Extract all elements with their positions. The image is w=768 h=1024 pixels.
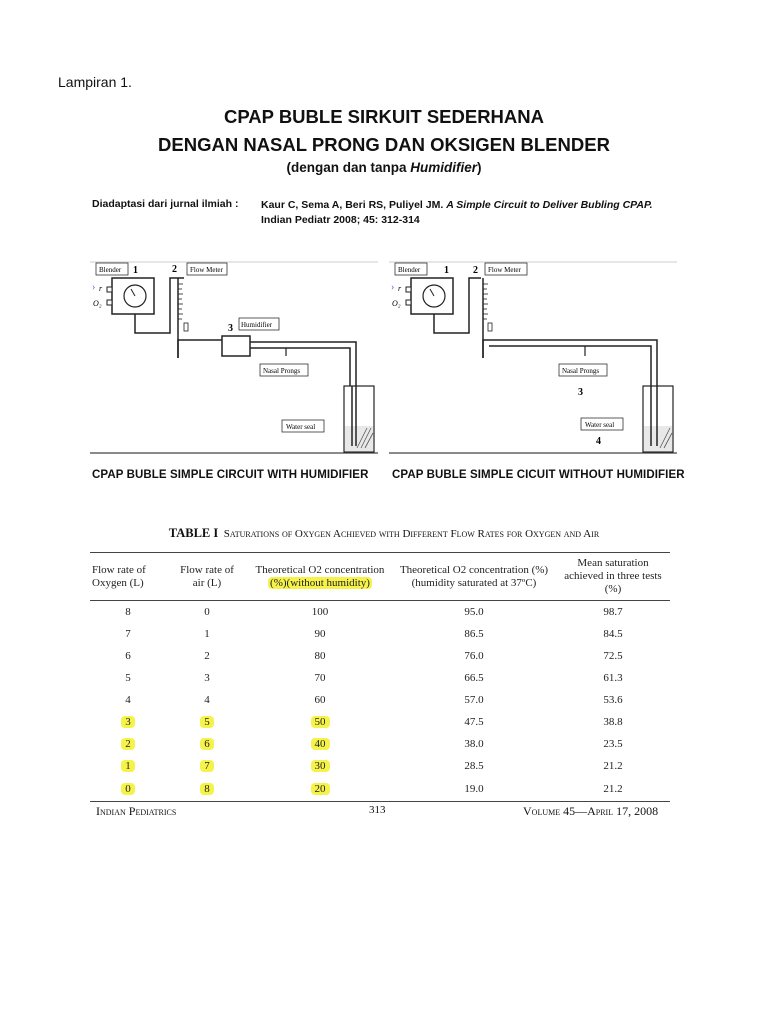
figure-caption-without-humidifier: CPAP BUBLE SIMPLE CICUIT WITHOUT HUMIDIFIER [392, 469, 685, 481]
table-title-label: TABLE I [168, 526, 219, 540]
subtitle-emphasis: Humidifier [410, 160, 478, 175]
nasal-prongs-label: Nasal Prongs [263, 367, 301, 375]
header-highlight: (%)(without humidity) [270, 576, 370, 589]
num-4: 4 [596, 436, 601, 447]
num-2: 2 [172, 264, 177, 275]
svg-text:r: r [99, 284, 103, 293]
header-mean-saturation: Mean saturation achieved in three tests (%) [556, 553, 670, 601]
table-row: 4 4 60 57.0 53.6 [125, 694, 623, 706]
water-seal-label: Water seal [286, 423, 316, 431]
footer-volume: Volume 45—April 17, 2008 [523, 804, 659, 818]
humidifier-label: Humidifier [241, 321, 273, 329]
circuit-diagram-with-humidifier [90, 258, 378, 456]
water-seal-label: Water seal [585, 421, 615, 429]
flow-meter-label: Flow Meter [488, 266, 521, 274]
water-seal-water [644, 426, 672, 451]
num-3: 3 [228, 323, 233, 334]
table-row-highlighted: 2 6 40 38.0 23.5 [90, 733, 670, 755]
num-1: 1 [133, 265, 138, 276]
circuit-diagram-without-humidifier [389, 258, 677, 456]
table-title [0, 526, 768, 541]
svg-text:O₂: O₂ [392, 299, 401, 308]
num-2: 2 [473, 265, 478, 276]
source-label: Diadaptasi dari jurnal ilmiah : [92, 198, 239, 210]
num-1: 1 [444, 265, 449, 276]
page-title-line1: CPAP BUBLE SIRKUIT SEDERHANA [223, 106, 544, 127]
source-journal: Indian Pediatr 2008; 45: 312-314 [261, 214, 420, 226]
flow-meter-float [184, 323, 188, 331]
header-theoretical-o2-humid: Theoretical O2 concentration (%) (humidity saturated at 37ºC) [392, 553, 556, 601]
table-row-highlighted: 0 8 20 19.0 21.2 [90, 777, 670, 802]
footer-page-number: 313 [369, 804, 386, 816]
blender-label: Blender [99, 266, 122, 274]
table-row: 8 0 100 95.0 98.7 [125, 606, 623, 618]
air-inlet-icon: › [391, 282, 395, 293]
svg-text:r: r [398, 284, 402, 293]
num-3: 3 [578, 387, 583, 398]
table-row: 6 2 80 76.0 72.5 [125, 650, 623, 662]
header-air-flow: Flow rate of air (L) [166, 553, 248, 601]
table-row: 5 3 70 66.5 61.3 [125, 672, 623, 684]
header-oxygen-flow: Flow rate of Oxygen (L) [90, 553, 166, 601]
flow-meter-label: Flow Meter [190, 266, 223, 274]
blender-label: Blender [398, 266, 421, 274]
source-citation [261, 198, 653, 228]
source-article: A Simple Circuit to Deliver Bubling CPAP. [446, 199, 653, 211]
main-tube [483, 340, 657, 386]
table-title-text: Saturations of Oxygen Achieved with Different Flow Rates for Oxygen and Air [223, 528, 600, 540]
header-theoretical-o2-dry: Theoretical O2 concentration (%)(without humidity) [248, 553, 392, 601]
table-row-highlighted: 3 5 50 47.5 38.8 [90, 711, 670, 733]
oxygen-saturation-table [90, 552, 670, 802]
water-seal-water [345, 426, 373, 451]
page-subtitle: (dengan dan tanpa Humidifier) [286, 160, 482, 175]
figure-caption-with-humidifier: CPAP BUBLE SIMPLE CIRCUIT WITH HUMIDIFIER [92, 469, 369, 481]
table-row-highlighted: 1 7 30 28.5 21.2 [90, 755, 670, 777]
nasal-prongs-label: Nasal Prongs [562, 367, 600, 375]
source-authors: Kaur C, Sema A, Beri RS, Puliyel JM. [261, 199, 444, 211]
footer-journal: Indian Pediatrics [96, 804, 177, 818]
appendix-label: Lampiran 1. [58, 74, 132, 90]
table-header-row [90, 553, 670, 601]
air-inlet-icon: › [92, 282, 96, 293]
table-row: 7 1 90 86.5 84.5 [125, 628, 623, 640]
humidifier-device [222, 336, 250, 356]
page-title-line2: DENGAN NASAL PRONG DAN OKSIGEN BLENDER [158, 134, 610, 155]
flow-meter-float [488, 323, 492, 331]
svg-text:O₂: O₂ [93, 299, 102, 308]
